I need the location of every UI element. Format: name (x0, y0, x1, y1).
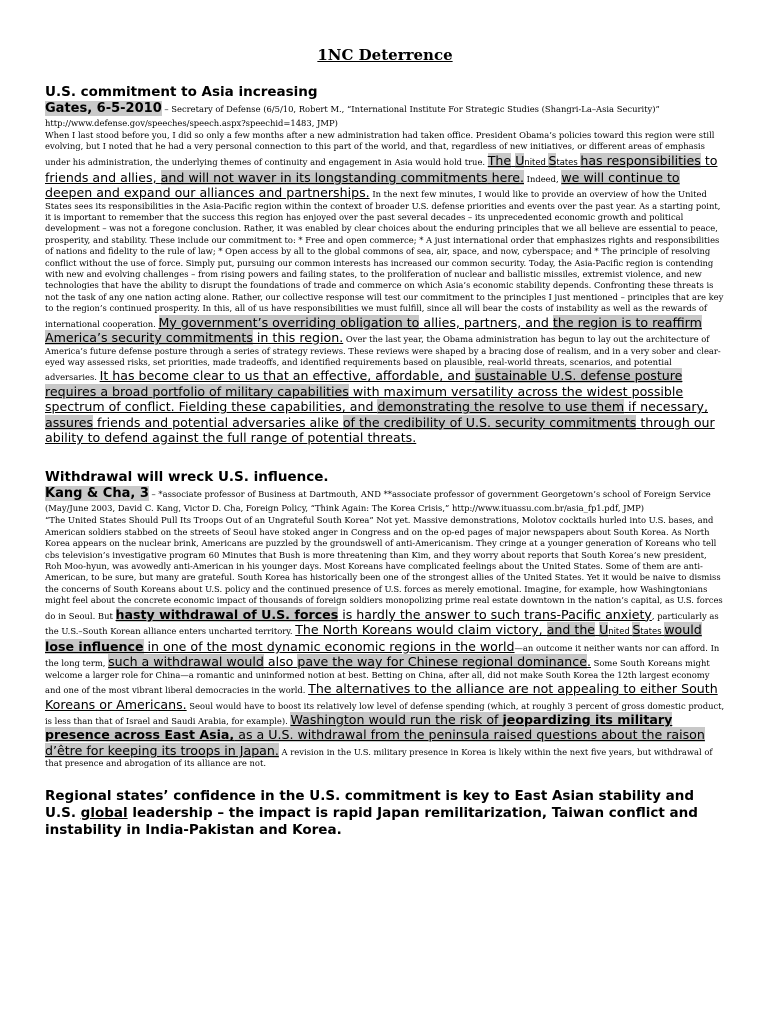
card2-underline: . (586, 654, 591, 670)
card1-underline: of the credibility of U.S. security commitments (342, 414, 637, 430)
card2-body (45, 515, 725, 769)
card1-underline: friends and potential adversaries alike (93, 414, 343, 430)
card1-underline: and will not waver in its longstanding commitments (160, 169, 488, 185)
card1-cite-name: Gates, 6-5-2010 (45, 101, 162, 116)
card2-underline: jeopardizing its military presence across East Asia, (45, 712, 673, 743)
document-page (45, 0, 725, 839)
card1-underline: deepen and expand our alliances (45, 185, 255, 201)
card2-underline: as a U.S. withdrawal from the peninsula raised questions about the raison d’être for keeping its troops in Japan. (45, 727, 705, 758)
card2-underline: U (599, 622, 609, 637)
card1-underline: sustainable U.S. defense posture requires a broad portfolio of military capabilities (45, 368, 683, 399)
card1-underline: we will continue to (561, 169, 680, 185)
card3-tag-underline: global (80, 804, 128, 821)
card2-underline: in one of the most dynamic economic regions in the world (143, 639, 515, 654)
card2-text: —an outcome it neither wants nor can afford. In the long term, (45, 643, 720, 669)
card2-cite-name: Kang & Cha, 3 (45, 486, 149, 502)
card1-underline: and partnerships. (254, 185, 370, 201)
card2-underline: The North Koreans would claim victory, (295, 622, 547, 637)
card2-cite-rest: – *associate professor of Business at Dartmouth, AND **associate professor of government Georgetown’s school of Foreign Service (May/June 2003, David C. Kang, Victor D. Cha, Foreign Policy, “Think Again: The Korea Crisis,” http://www.ituassu.com.br/asia_fp1.pdf, JMP) (45, 489, 711, 514)
card1-cite-rest: – Secretary of Defense (6/5/10, Robert M., “International Institute For Strategic Studies (Shangri-La–Asia Security)” http://www.defense.gov/speeches/speech.aspx?speechid=1483, JMP) (45, 104, 660, 128)
card1-underline: in this region. (252, 330, 344, 346)
card2-underline: hasty withdrawal of U.S. forces (115, 606, 339, 622)
card1-text: When I last stood before you, I did so only a few months after a new administration had taken office. President Obama’s policies toward this region were still evolving, but I noted that he had a very personal connection to this part of the world, and that, regardless of new initiatives, or different areas of emphasis under his administration, the underlying themes of continuity and engagement in Asia would hold true. (45, 130, 715, 167)
card2-underline: lose influence (45, 639, 144, 654)
card2-underline: is hardly the answer to such trans-Pacific anxiety (338, 606, 652, 622)
card1-underline: tates (556, 156, 581, 167)
card2-citation (45, 487, 725, 515)
card1-underline: here. (487, 169, 524, 185)
card1-underline: assures (45, 414, 94, 430)
card1-underline: an effective, affordable, and (288, 368, 475, 384)
card1-underline: S (548, 152, 557, 168)
card2-underline: Washington would run the risk of (290, 712, 503, 728)
card1-underline: the region is to reaffirm America’s security commitments (45, 314, 702, 346)
card2-underline: S (632, 622, 641, 637)
page-title: 1NC Deterrence (317, 46, 453, 64)
card1-underline: nited (524, 156, 549, 167)
card2-underline: The alternatives to the alliance are not appealing to either South Koreans or Americans. (45, 681, 718, 712)
card1-underline: through our ability to defend against the full range of potential threats. (45, 414, 715, 445)
card2-text: , particularly as the U.S.–South Korean alliance enters uncharted territory. (45, 610, 719, 636)
card1-underline: with maximum versatility across the widest possible spectrum of conflict. Fielding these capabilities, and (45, 383, 684, 415)
card2-underline: would (664, 622, 702, 637)
card1-text: Over the last year, the Obama administration has begun to lay out the architecture of America’s future defense posture through a series of strategy reviews. These reviews were shaped by a bracing dose of realism, and in a very sober and clear-eyed way assessed risks, set priorities, made tradeoffs, and identified requirements based on plausible, real-world threats, scenarios, and potential adversaries. (45, 334, 721, 383)
card1-underline: My government’s overriding obligation to (158, 314, 420, 330)
card2-text: “The United States Should Pull Its Troops Out of an Ungrateful South Korea” Not yet. Massive demonstrations, Molotov cocktails hurled into U.S. bases, and American soldiers stabbed on the streets of Seoul have stoked anger in Congress and on the op-ed pages of major newspapers about South Korea. As North Korea appears on the nuclear brink, Americans are puzzled by the groundswell of anti-Americanism. They cringe at a younger generation of Koreans who tell cbs television’s investigative program 60 Minutes that Bush is more threatening than Kim, and they worry about reports that South Korea’s new president, Roh Moo-hyun, was avowedly anti-American in his younger days. Most Koreans have complicated feelings about the United States. Some of them are anti-American, to be sure, but many are grateful. South Korea has historically been one of the strongest allies of the United States. Yet it would be naive to dismiss the concerns of South Koreans about U.S. policy and the continued presence of U.S. forces as merely emotional. Imagine, for example, how Washingtonians might feel about the concrete economic impact of thousands of foreign soldiers monopolizing prime real estate downtown in the nation’s capital, as U.S. forces do in Seoul. But (45, 515, 723, 621)
card2-underline: and the (546, 622, 596, 637)
card1-underline: The (487, 152, 512, 168)
card2-underline: nited (608, 626, 633, 636)
card1-underline: It has become clear to us that (99, 368, 289, 384)
card2-text: Seoul would have to boost its relatively low level of defense spending (which, at roughly 3 percent of gross domestic product, is less than that of Israel and Saudi Arabia, for example). (45, 700, 725, 727)
card1-citation (45, 102, 725, 130)
card2-underline: tates (640, 626, 665, 636)
card2-underline: also (263, 654, 298, 670)
card1-underline: allies, partners, and (419, 314, 553, 330)
card3-tag-text: Regional states’ confidence in the U.S. commitment is key to East Asian stability and U.S. (45, 787, 694, 821)
card2-text: Some South Koreans might welcome a larger role for China—a romantic and uninformed notion at best. Betting on China, after all, did not make South Korea the 12th largest economy and one of the most vibrant liberal democracies in the world. (45, 658, 710, 696)
card3-tag (45, 788, 725, 839)
card2-underline: pave the way for Chinese regional dominance (297, 654, 587, 670)
card1-underline: to friends and allies, (45, 152, 718, 185)
card1-tag: U.S. commitment to Asia increasing (45, 84, 318, 100)
card1-underline: if necessary, (624, 399, 708, 415)
card1-body (45, 130, 725, 445)
card1-underline: U (515, 152, 525, 168)
card1-text: Indeed, (524, 173, 562, 184)
card1-underline: has responsibilities (580, 152, 701, 168)
card3-tag-text: leadership – the impact is rapid Japan remilitarization, Taiwan conflict and instability in India-Pakistan and Korea. (45, 804, 698, 838)
card1-text: In the next few minutes, I would like to provide an overview of how the United States sees its responsibilities in the Asia-Pacific region within the context of broader U.S. defense priorities and events over the past year. As a starting point, it is important to remember that the success this region has enjoyed over the past several decades – its unprecedented economic growth and political development – was not a foregone conclusion. Rather, it was enabled by clear choices about the enduring principles that we all believe are essential to peace, prosperity, and stability. These include our commitment to: * Free and open commerce; * A just international order that emphasizes rights and responsibilities of nations and fidelity to the rule of law; * Open access by all to the global commons of sea, air, space, and now, cyberspace; and * The principle of resolving conflict without the use of force. Simply put, pursuing our common interests has increased our common security. Today, the Asia-Pacific region is contending with new and evolving challenges – from rising powers and failing states, to the proliferation of nuclear and ballistic missiles, extremist violence, and new technologies that have the ability to disrupt the foundations of trade and commerce on which Asia’s economic stability depends. Confronting these threats is not the task of any one nation acting alone. Rather, our collective response will test our commitment to the principles I just mentioned – principles that are key to the region’s continued prosperity. In this, all of us have responsibilities we must fulfill, since all will bear the costs of instability as well as the rewards of international cooperation. (45, 189, 724, 329)
card2-tag: Withdrawal will wreck U.S. influence. (45, 469, 329, 486)
card2-underline: such a withdrawal would (108, 654, 264, 670)
card2-text: A revision in the U.S. military presence in Korea is likely within the next five years, but withdrawal of that presence and abrogation of its alliance are not. (45, 746, 713, 769)
card1-underline: demonstrating the resolve to use them (377, 399, 625, 415)
